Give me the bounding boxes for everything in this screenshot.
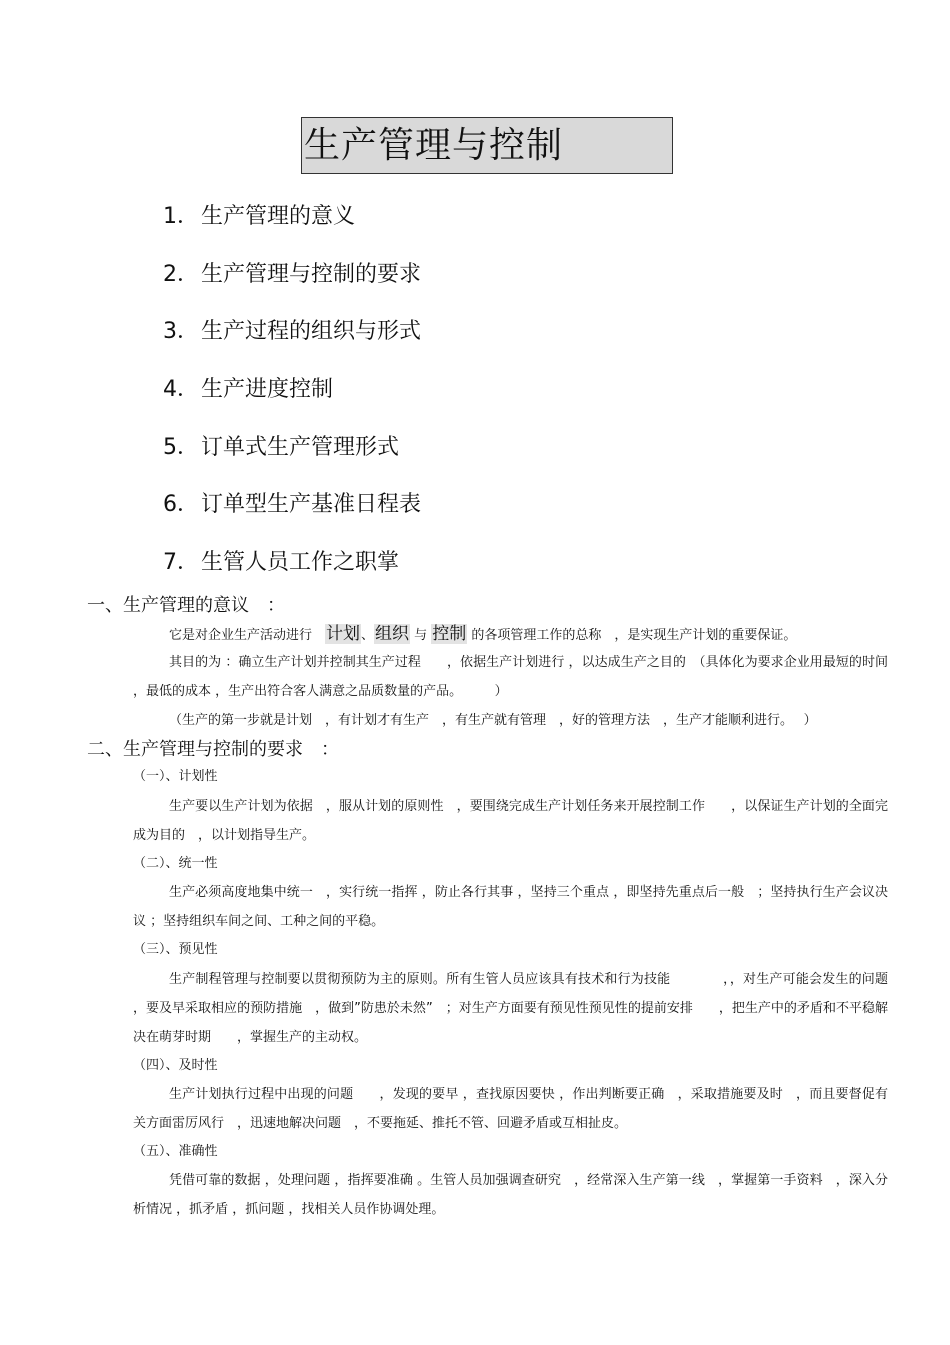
subsection-label: （五）、准确性 (133, 1144, 218, 1159)
toc-text: 订单式生产管理形式 (201, 434, 400, 460)
toc-number: 2． (163, 261, 199, 287)
section-1-heading: 一、生产管理的意议 ： (87, 595, 285, 616)
subsection-paragraph: 生产计划执行过程中出现的问题 ，发现的要早 ，查找原因要快 ，作出判断要正确 ，采取措施要及时 ，而且要督促有关方面雷厉风行 ，迅速地解决问题 ，不要拖延、推托不管、回避矛盾或互相扯皮。 (133, 1087, 888, 1131)
toc-text: 订单型生产基准日程表 (201, 492, 422, 518)
paragraph-text: 它是对企业生产活动进行 (169, 628, 326, 643)
toc-text: 生管人员工作之职掌 (201, 550, 400, 576)
toc-text: 生产进度控制 (201, 377, 334, 403)
subsection-label: （一）、计划性 (133, 769, 218, 784)
subsection-label: （二）、统一性 (133, 856, 218, 871)
toc-item (163, 200, 421, 258)
toc-number: 7． (163, 550, 199, 576)
table-of-contents (163, 200, 421, 604)
document-title: 生产管理与控制 (301, 117, 673, 174)
toc-text: 生产管理与控制的要求 (201, 261, 422, 287)
section-1-paragraph-1 (133, 620, 888, 650)
subsection-paragraph: 生产要以生产计划为依据 ，服从计划的原则性 ，要围绕完成生产计划任务来开展控制工作 ，以保证生产计划的全面完成为目的 ，以计划指导生产。 (133, 799, 888, 843)
toc-number: 5． (163, 434, 199, 460)
separator: 、 (361, 628, 375, 643)
toc-number: 3． (163, 319, 199, 345)
toc-item (163, 373, 421, 431)
section-1-paragraph-3: （生产的第一步就是计划 ，有计划才有生产 ，有生产就有管理 ，好的管理方法 ，生产才能顺利进行。 ） (169, 713, 817, 728)
subsection-paragraph: 生产制程管理与控制要以贯彻预防为主的原则。所有生管人员应该具有技术和行为技能 ，，对生产可能会发生的问题 ，要及早采取相应的预防措施 ，做到”防患於未然” ；对生产方面要有预见性预见性的提前安排 ，把生产中的矛盾和不平稳解决在萌芽时期 ，掌握生产的主动权。 (133, 972, 888, 1045)
toc-item (163, 431, 421, 489)
subsection-label: （四）、及时性 (133, 1058, 218, 1073)
toc-item (163, 315, 421, 373)
toc-item (163, 488, 421, 546)
subsection-label: （三）、预见性 (133, 942, 218, 957)
highlight-organize: 组织 (375, 624, 410, 644)
toc-item (163, 258, 421, 316)
toc-number: 6． (163, 492, 199, 518)
section-2-heading: 二、生产管理与控制的要求 ： (87, 739, 339, 760)
separator: 与 (410, 628, 432, 643)
subsection-paragraph: 凭借可靠的数据 ，处理问题 ，指挥要准确 。生管人员加强调查研究 ，经常深入生产第一线 ，掌握第一手资料 ，深入分析情况 ，抓矛盾 ，抓问题 ，找相关人员作协调处理。 (133, 1173, 888, 1217)
paragraph-text: 的各项管理工作的总称 ，是实现生产计划的重要保证。 (467, 628, 797, 643)
section-1-paragraph-2: 其目的为 ：确立生产计划并控制其生产过程 ，依据生产计划进行 ，以达成生产之目的 （具体化为要求企业用最短的时间 ，最低的成本 ，生产出符合客人满意之品质数量的产品。 ） (133, 655, 888, 699)
highlight-control: 控制 (432, 624, 467, 644)
subsection-paragraph: 生产必须高度地集中统一 ，实行统一指挥 ，防止各行其事 ，坚持三个重点 ，即坚持先重点后一般 ；坚持执行生产会议决议 ；坚持组织车间之间、工种之间的平稳。 (133, 885, 888, 929)
highlight-plan: 计划 (326, 624, 361, 644)
toc-text: 生产管理的意义 (201, 204, 356, 229)
toc-number: 4． (163, 377, 199, 403)
toc-number: 1． (163, 204, 199, 229)
toc-text: 生产过程的组织与形式 (201, 319, 422, 345)
